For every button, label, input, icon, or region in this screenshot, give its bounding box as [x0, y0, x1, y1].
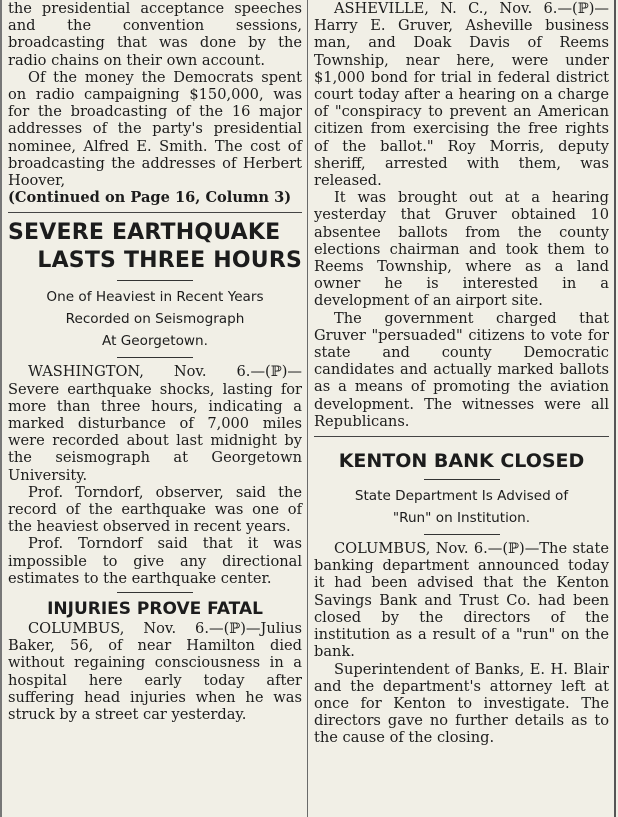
earthquake-deck: [8, 286, 302, 352]
injuries-paragraph: COLUMBUS, Nov. 6.—(ℙ)—Julius Baker, 56, of near Hamilton died without regaining consciousness in a hospital here early today after suffering head injuries when he was struck by a street car yesterday.: [8, 620, 302, 724]
earthquake-deck-line2: Recorded on Seismograph: [65, 311, 245, 328]
asheville-paragraph-1: ASHEVILLE, N. C., Nov. 6.—(ℙ)—Harry E. Gruver, Asheville business man, and Doak Davis of Reems Township, near here, were under $1,000 bond for trial in federal district court today after a hearing on a charge of "conspiracy to prevent an American citizen from exercising the free rights of the ballot." Roy Morris, deputy sheriff, arrested with them, was released.: [314, 0, 609, 190]
injuries-headline: INJURIES PROVE FATAL: [47, 599, 263, 620]
deck-rule: [117, 357, 193, 358]
story-separator: [8, 212, 302, 213]
earthquake-headline: [8, 219, 302, 275]
headline-rule: [117, 280, 193, 281]
kenton-paragraph-1: COLUMBUS, Nov. 6.—(ℙ)—The state banking department announced today it had been advised that the Kenton Savings Bank and Trust Co. had been closed by the directors of the institution as a result of a "run" on the bank.: [314, 540, 609, 661]
kenton-deck-line2: "Run" on Institution.: [392, 510, 531, 527]
left-page-edge: [0, 0, 2, 817]
kenton-paragraph-2: Superintendent of Banks, E. H. Blair and the department's attorney left at once for Kenton to investigate. The directors gave no further details as to the cause of the closing.: [314, 660, 609, 747]
kenton-headline: KENTON BANK CLOSED: [338, 450, 585, 473]
kenton-headline-rule: [424, 479, 500, 480]
earthquake-paragraph-2: Prof. Torndorf, observer, said the record of the earthquake was one of the heaviest observed in recent years.: [8, 483, 302, 536]
earthquake-paragraph-3: Prof. Torndorf said that it was impossible to give any directional estimates to the earthquake center.: [8, 535, 302, 587]
story-separator-right: [314, 436, 609, 437]
radio-money-paragraph: Of the money the Democrats spent on radio campaigning $150,000, was for the broadcasting of the 16 major addresses of the party's presidential nominee, Alfred E. Smith. The cost of broadcasting the addresses of Herbert Hoover,: [8, 68, 302, 190]
continued-line: (Continued on Page 16, Column 3): [8, 189, 292, 207]
asheville-paragraph-3: The government charged that Gruver "persuaded" citizens to vote for state and county Democratic candidates and actually marked ballots as a means of promoting the aviation development. The witnesses were all Republicans.: [314, 309, 609, 430]
kenton-deck-line1: State Department Is Advised of: [354, 488, 569, 505]
kenton-deck: [314, 485, 609, 529]
kenton-deck-rule: [424, 534, 500, 535]
radio-story-text: the presidential acceptance speeches and the convention sessions, broadcasting that was done by the radio chains on their own account.: [8, 0, 302, 69]
earthquake-deck-line3: At Georgetown.: [102, 333, 208, 350]
right-page-edge: [614, 0, 616, 817]
earthquake-deck-line1: One of Heaviest in Recent Years: [46, 289, 264, 306]
column-divider: [307, 0, 308, 817]
story-rule: [117, 592, 193, 593]
asheville-paragraph-2: It was brought out at a hearing yesterday that Gruver obtained 10 absentee ballots from the county elections chairman and took them to Reems Township, where as a land owner he is interested in a development of an airport site.: [314, 189, 609, 310]
earthquake-paragraph-1: WASHINGTON, Nov. 6.—(ℙ)—Severe earthquake shocks, lasting for more than three hours, indicating a marked disturbance of 7,000 miles were recorded about last midnight by the seismograph at Georgetown University.: [8, 363, 302, 484]
earthquake-headline-line2: LASTS THREE HOURS: [37, 248, 302, 274]
left-column: [8, 0, 302, 723]
earthquake-headline-line1: SEVERE EARTHQUAKE: [8, 220, 281, 246]
right-column: [314, 0, 609, 747]
